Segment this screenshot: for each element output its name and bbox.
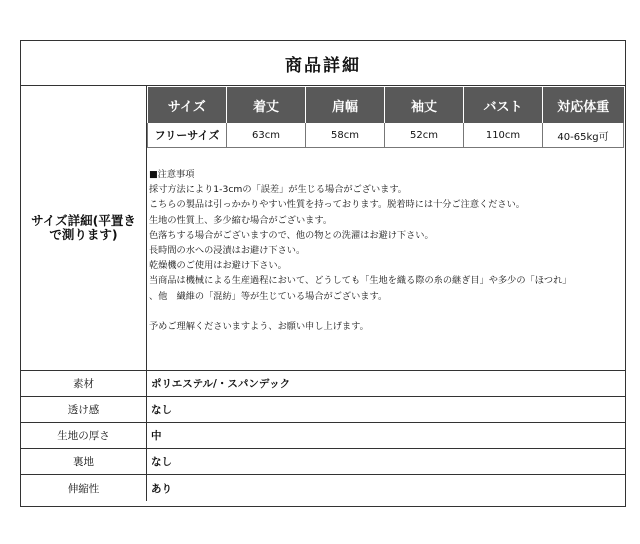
attr-label: 伸縮性: [21, 475, 147, 501]
attr-value: あり: [151, 482, 172, 495]
note-line: 、他 繊維の「混紡」等が生じている場合がございます。: [149, 290, 388, 302]
attr-value: ポリエステル/・スパンデック: [151, 378, 291, 390]
attr-label: 裏地: [21, 449, 147, 474]
note-line: 乾燥機のご使用はお避け下さい。: [149, 260, 287, 272]
note-line: 色落ちする場合がございますので、他の物との洗濯はお避け下さい。: [149, 229, 434, 241]
size-table: [147, 87, 624, 148]
header-weight: 対応体重: [543, 87, 624, 123]
note-line: 生地の性質上、多少縮む場合がございます。: [149, 214, 333, 226]
cell-weight: 40-65kg可: [543, 123, 624, 148]
notes-block: [149, 167, 619, 334]
note-line: 採寸方法により1-3cmの「誤差」が生じる場合がございます。: [149, 184, 407, 196]
attr-value: 中: [151, 430, 162, 442]
size-detail-section: [147, 85, 625, 371]
page-title: 商品詳細: [21, 41, 625, 86]
header-sleeve: 袖丈: [385, 87, 464, 123]
note-line: 長時間の水への浸漬はお避け下さい。: [149, 245, 306, 257]
note-line: ■注意事項: [149, 169, 195, 180]
cell-shoulder: 58cm: [306, 123, 385, 148]
table-row: [21, 449, 625, 475]
attr-value: なし: [151, 456, 172, 468]
cell-bust: 110cm: [464, 123, 543, 148]
note-line: こちらの製品は引っかかりやすい性質を持っております。脱着時には十分ご注意ください。: [149, 199, 525, 211]
cell-sleeve: 52cm: [385, 123, 464, 148]
header-bust: バスト: [464, 87, 543, 123]
attr-value: なし: [151, 404, 172, 416]
attr-label: 素材: [21, 371, 147, 396]
table-row: [21, 371, 625, 397]
attr-label: 透け感: [21, 397, 147, 422]
cell-length: 63cm: [227, 123, 306, 148]
product-detail-table: [20, 40, 626, 507]
note-line: 当商品は機械による生産過程において、どうしても「生地を織る際の糸の継ぎ目」や多少の「ほつれ」: [149, 275, 572, 287]
header-length: 着丈: [227, 87, 306, 123]
header-size: サイズ: [148, 87, 227, 123]
table-row: [148, 123, 624, 148]
attr-label: 生地の厚さ: [21, 423, 147, 448]
size-table-header-row: [148, 87, 624, 123]
note-spacer: [149, 304, 619, 319]
table-row: [21, 423, 625, 449]
table-row: [21, 475, 625, 501]
cell-size: フリーサイズ: [148, 123, 227, 148]
table-row: [21, 397, 625, 423]
header-shoulder: 肩幅: [306, 87, 385, 123]
size-detail-label: サイズ詳細(平置きで測ります): [21, 85, 147, 371]
attributes-table: [21, 371, 625, 501]
note-line: 予めご理解くださいますよう、お願い申し上げます。: [149, 321, 369, 333]
